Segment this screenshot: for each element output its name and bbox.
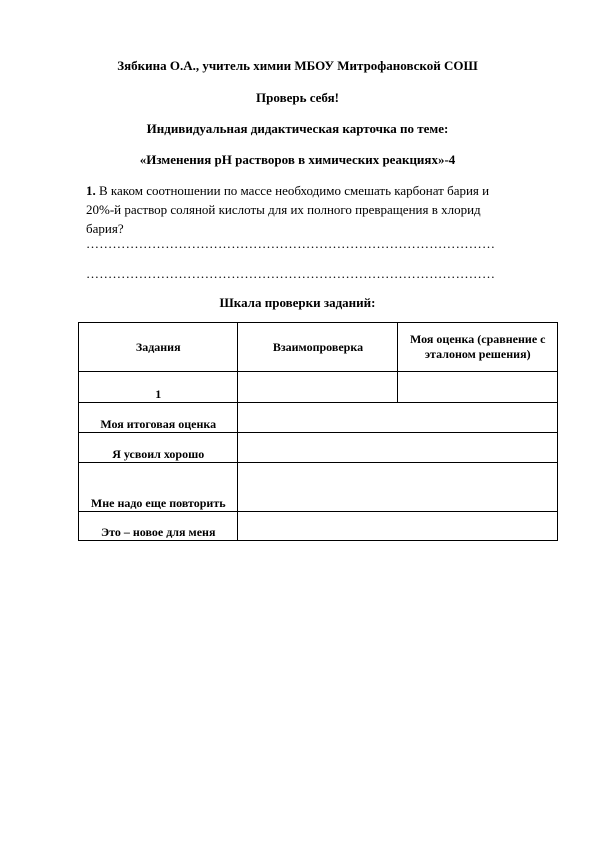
task-text: В каком соотношении по массе необходимо смешать карбонат бария и 20%-й раствор соляной кислоты для их полного превращения в хлорид бария? bbox=[86, 183, 490, 236]
my-grade-cell[interactable] bbox=[398, 372, 558, 403]
new-for-me-cell[interactable] bbox=[238, 512, 558, 541]
answer-line-1[interactable]: ………………………………………………………………………………… bbox=[86, 236, 496, 251]
peer-review-cell[interactable] bbox=[238, 372, 398, 403]
header-tasks: Задания bbox=[79, 323, 238, 372]
task-number: 1. bbox=[86, 183, 96, 198]
check-scale-table bbox=[78, 322, 558, 541]
table-row bbox=[79, 403, 558, 433]
table-row bbox=[79, 433, 558, 463]
header-peer-review: Взаимопроверка bbox=[238, 323, 398, 372]
row-label-learned-well: Я усвоил хорошо bbox=[79, 433, 238, 463]
table-header-row bbox=[79, 323, 558, 372]
task-1 bbox=[86, 181, 516, 238]
row-label-need-repeat: Мне надо еще повторить bbox=[79, 463, 238, 512]
row-label-new-for-me: Это – новое для меня bbox=[79, 512, 238, 541]
scale-title: Шкала проверки заданий: bbox=[219, 295, 376, 310]
table-row bbox=[79, 463, 558, 512]
table-row bbox=[79, 372, 558, 403]
learned-well-cell[interactable] bbox=[238, 433, 558, 463]
author-line: Зябкина О.А., учитель химии МБОУ Митрофановской СОШ bbox=[117, 58, 478, 73]
card-title: Индивидуальная дидактическая карточка по теме: bbox=[146, 121, 449, 136]
check-yourself-heading: Проверь себя! bbox=[256, 90, 339, 105]
table-row bbox=[79, 512, 558, 541]
topic-title: «Изменения рН растворов в химических реакциях»-4 bbox=[139, 152, 456, 167]
final-grade-cell[interactable] bbox=[238, 403, 558, 433]
task-number-cell: 1 bbox=[79, 372, 238, 403]
answer-line-2[interactable]: ………………………………………………………………………………… bbox=[86, 266, 496, 281]
row-label-final-grade: Моя итоговая оценка bbox=[79, 403, 238, 433]
need-repeat-cell[interactable] bbox=[238, 463, 558, 512]
header-my-grade: Моя оценка (сравнение с эталоном решения) bbox=[398, 323, 558, 372]
